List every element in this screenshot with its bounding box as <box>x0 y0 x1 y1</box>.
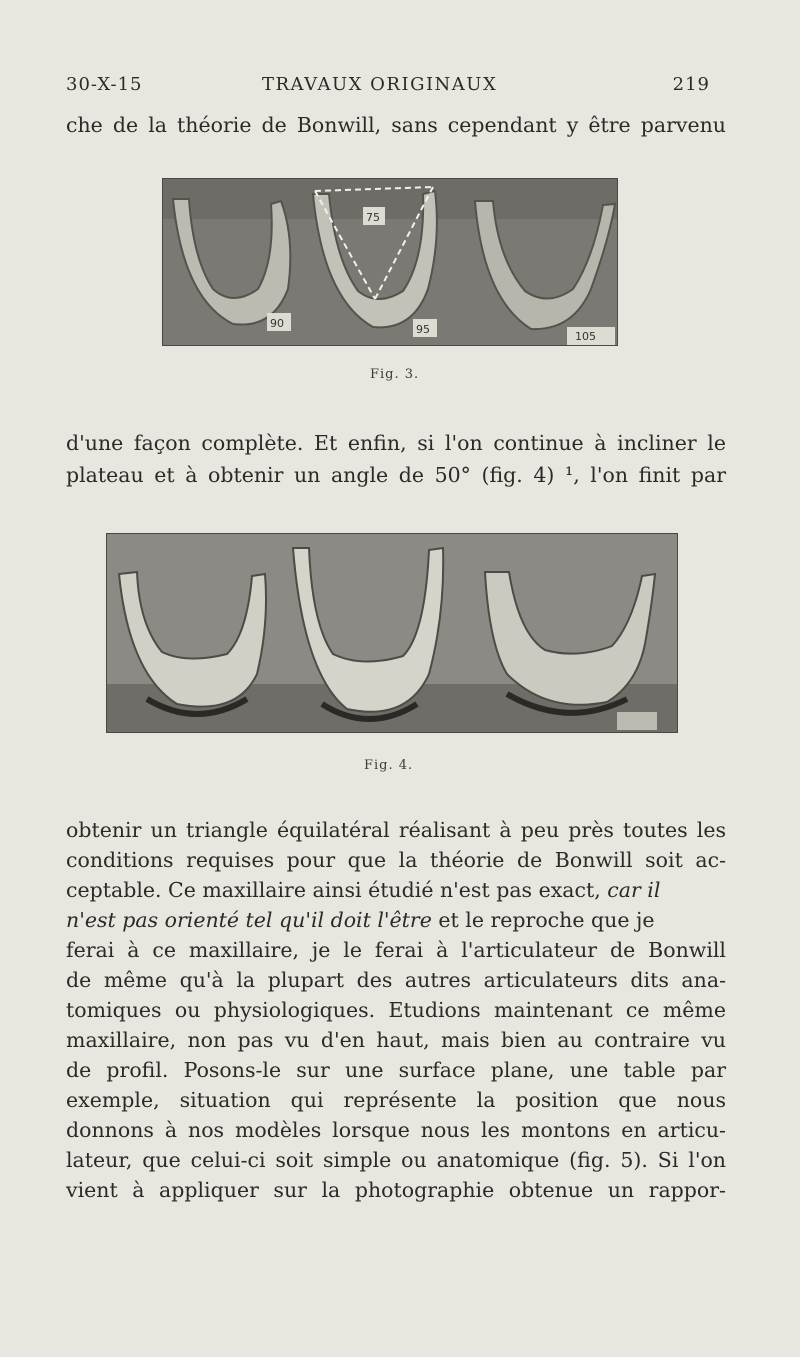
figure-3-label: 90 <box>270 317 284 330</box>
text-line: tomiques ou physiologiques. Etudions maintenant ce même <box>66 998 726 1022</box>
italic-segment: n'est pas orienté tel qu'il doit l'être <box>66 908 432 932</box>
figure-4-jaws-illustration <box>107 534 677 732</box>
text-segment: et le reproche que je <box>438 908 655 932</box>
figure-3-label: 75 <box>366 211 380 224</box>
text-line: conditions requises pour que la théorie de Bonwill soit ac- <box>66 848 726 872</box>
text-line-with-italic <box>66 875 726 905</box>
text-line: exemple, situation qui représente la position que nous <box>66 1088 726 1112</box>
text-line: donnons à nos modèles lorsque nous les montons en articu- <box>66 1118 726 1142</box>
figure-3-label: 105 <box>575 330 596 343</box>
italic-segment: car il <box>607 878 661 902</box>
text-line: de même qu'à la plupart des autres articulateurs dits ana- <box>66 968 726 992</box>
text-line: lateur, que celui-ci soit simple ou anatomique (fig. 5). Si l'on <box>66 1148 726 1172</box>
figure-4-caption: Fig. 4. <box>364 758 414 773</box>
text-line: vient à appliquer sur la photographie obtenue un rappor- <box>66 1178 726 1202</box>
text-line: obtenir un triangle équilatéral réalisant à peu près toutes les <box>66 818 726 842</box>
figure-4-photo <box>106 533 678 733</box>
header-section-title: TRAVAUX ORIGINAUX <box>262 74 498 95</box>
figure-3-photo <box>162 178 618 346</box>
header-date: 30-X-15 <box>66 74 143 95</box>
text-line: ferai à ce maxillaire, je le ferai à l'articulateur de Bonwill <box>66 938 726 962</box>
figure-3-caption: Fig. 3. <box>370 367 420 382</box>
text-line: che de la théorie de Bonwill, sans cependant y être parvenu <box>66 113 726 137</box>
figure-3-label: 95 <box>416 323 430 336</box>
text-line: d'une façon complète. Et enfin, si l'on continue à incliner le <box>66 431 726 455</box>
running-header <box>66 74 710 102</box>
page-number: 219 <box>672 74 710 95</box>
text-line-with-italic <box>66 905 726 935</box>
text-line: plateau et à obtenir un angle de 50° (fig. 4) ¹, l'on finit par <box>66 463 726 487</box>
figure-3-jaws-illustration <box>163 179 617 345</box>
text-segment: ceptable. Ce maxillaire ainsi étudié n'est pas exact, <box>66 878 601 902</box>
text-line: maxillaire, non pas vu d'en haut, mais bien au contraire vu <box>66 1028 726 1052</box>
text-line: de profil. Posons-le sur une surface plane, une table par <box>66 1058 726 1082</box>
